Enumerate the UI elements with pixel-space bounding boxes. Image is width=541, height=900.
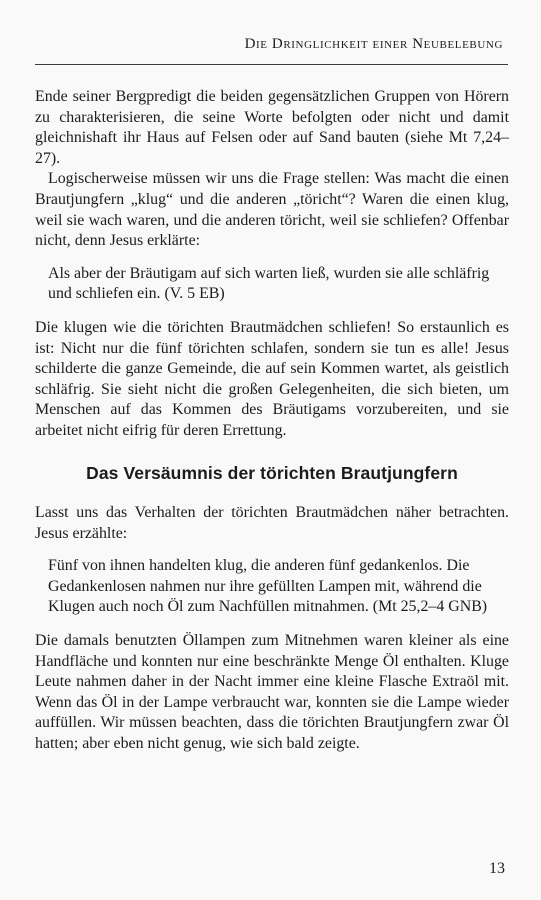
page-number: 13 — [489, 860, 505, 877]
block-quote: Als aber der Bräutigam auf sich warten ließ, wurden sie alle schläfrig und schliefen ein. (V. 5 EB) — [48, 264, 490, 303]
main-text — [35, 87, 509, 755]
paragraph: Lasst uns das Verhalten der törichten Brautmädchen näher betrachten. Jesus erzählte: — [35, 504, 509, 542]
paragraph: Die damals benutzten Öllampen zum Mitnehmen waren kleiner als eine Handfläche und konnten nur eine beschränkte Menge Öl enthalten. Kluge Leute nahmen daher in der Nacht immer eine kleine Flasche Extraöl mit. Wenn das Öl in der Lampe verbraucht war, konnten sie die Lampe wieder auffüllen. Wir müssen beachten, dass die törichten Brautjungfern zwar Öl hatten; aber eben nicht genug, wie sich bald zeigte. — [35, 632, 509, 753]
running-header: Die Dringlichkeit einer Neubelebung — [244, 36, 503, 52]
block-quote: Fünf von ihnen handelten klug, die anderen fünf gedankenlos. Die Gedankenlosen nahmen nur ihre gefüllten Lampen mit, während die Klugen auch noch Öl zum Nachfüllen mitnahmen. (Mt 25,2–4 GNB) — [48, 557, 488, 616]
paragraph: Logischerweise müssen wir uns die Frage stellen: Was macht die einen Brautjungfern „klug“ und die anderen „töricht“? Waren die einen klug, weil sie wach waren, und die anderen töricht, weil sie schliefen? Offenbar nicht, denn Jesus erklärte: — [35, 170, 509, 250]
paragraph-continued: Ende seiner Bergpredigt die beiden gegensätzlichen Gruppen von Hörern zu charakterisieren, die seine Worte befolgten oder nicht und damit gleichnishaft ihr Haus auf Felsen oder auf Sand bauten (siehe Mt 7,24–27). — [35, 88, 509, 167]
section-heading: Das Versäumnis der törichten Brautjungfern — [86, 462, 458, 483]
paragraph: Die klugen wie die törichten Brautmädchen schliefen! So erstaunlich es ist: Nicht nur die fünf törichten schlafen, sondern sie tun es alle! Jesus schilderte die ganze Gemeinde, die auf sein Kommen wartet, als geistlich schläfrig. Sie sieht nicht die großen Gelegenheiten, die sich bieten, um Menschen auf das Kommen des Bräutigams vorzubereiten, und sie arbeitet nicht eifrig für deren Errettung. — [35, 318, 509, 439]
header-rule — [35, 64, 508, 65]
